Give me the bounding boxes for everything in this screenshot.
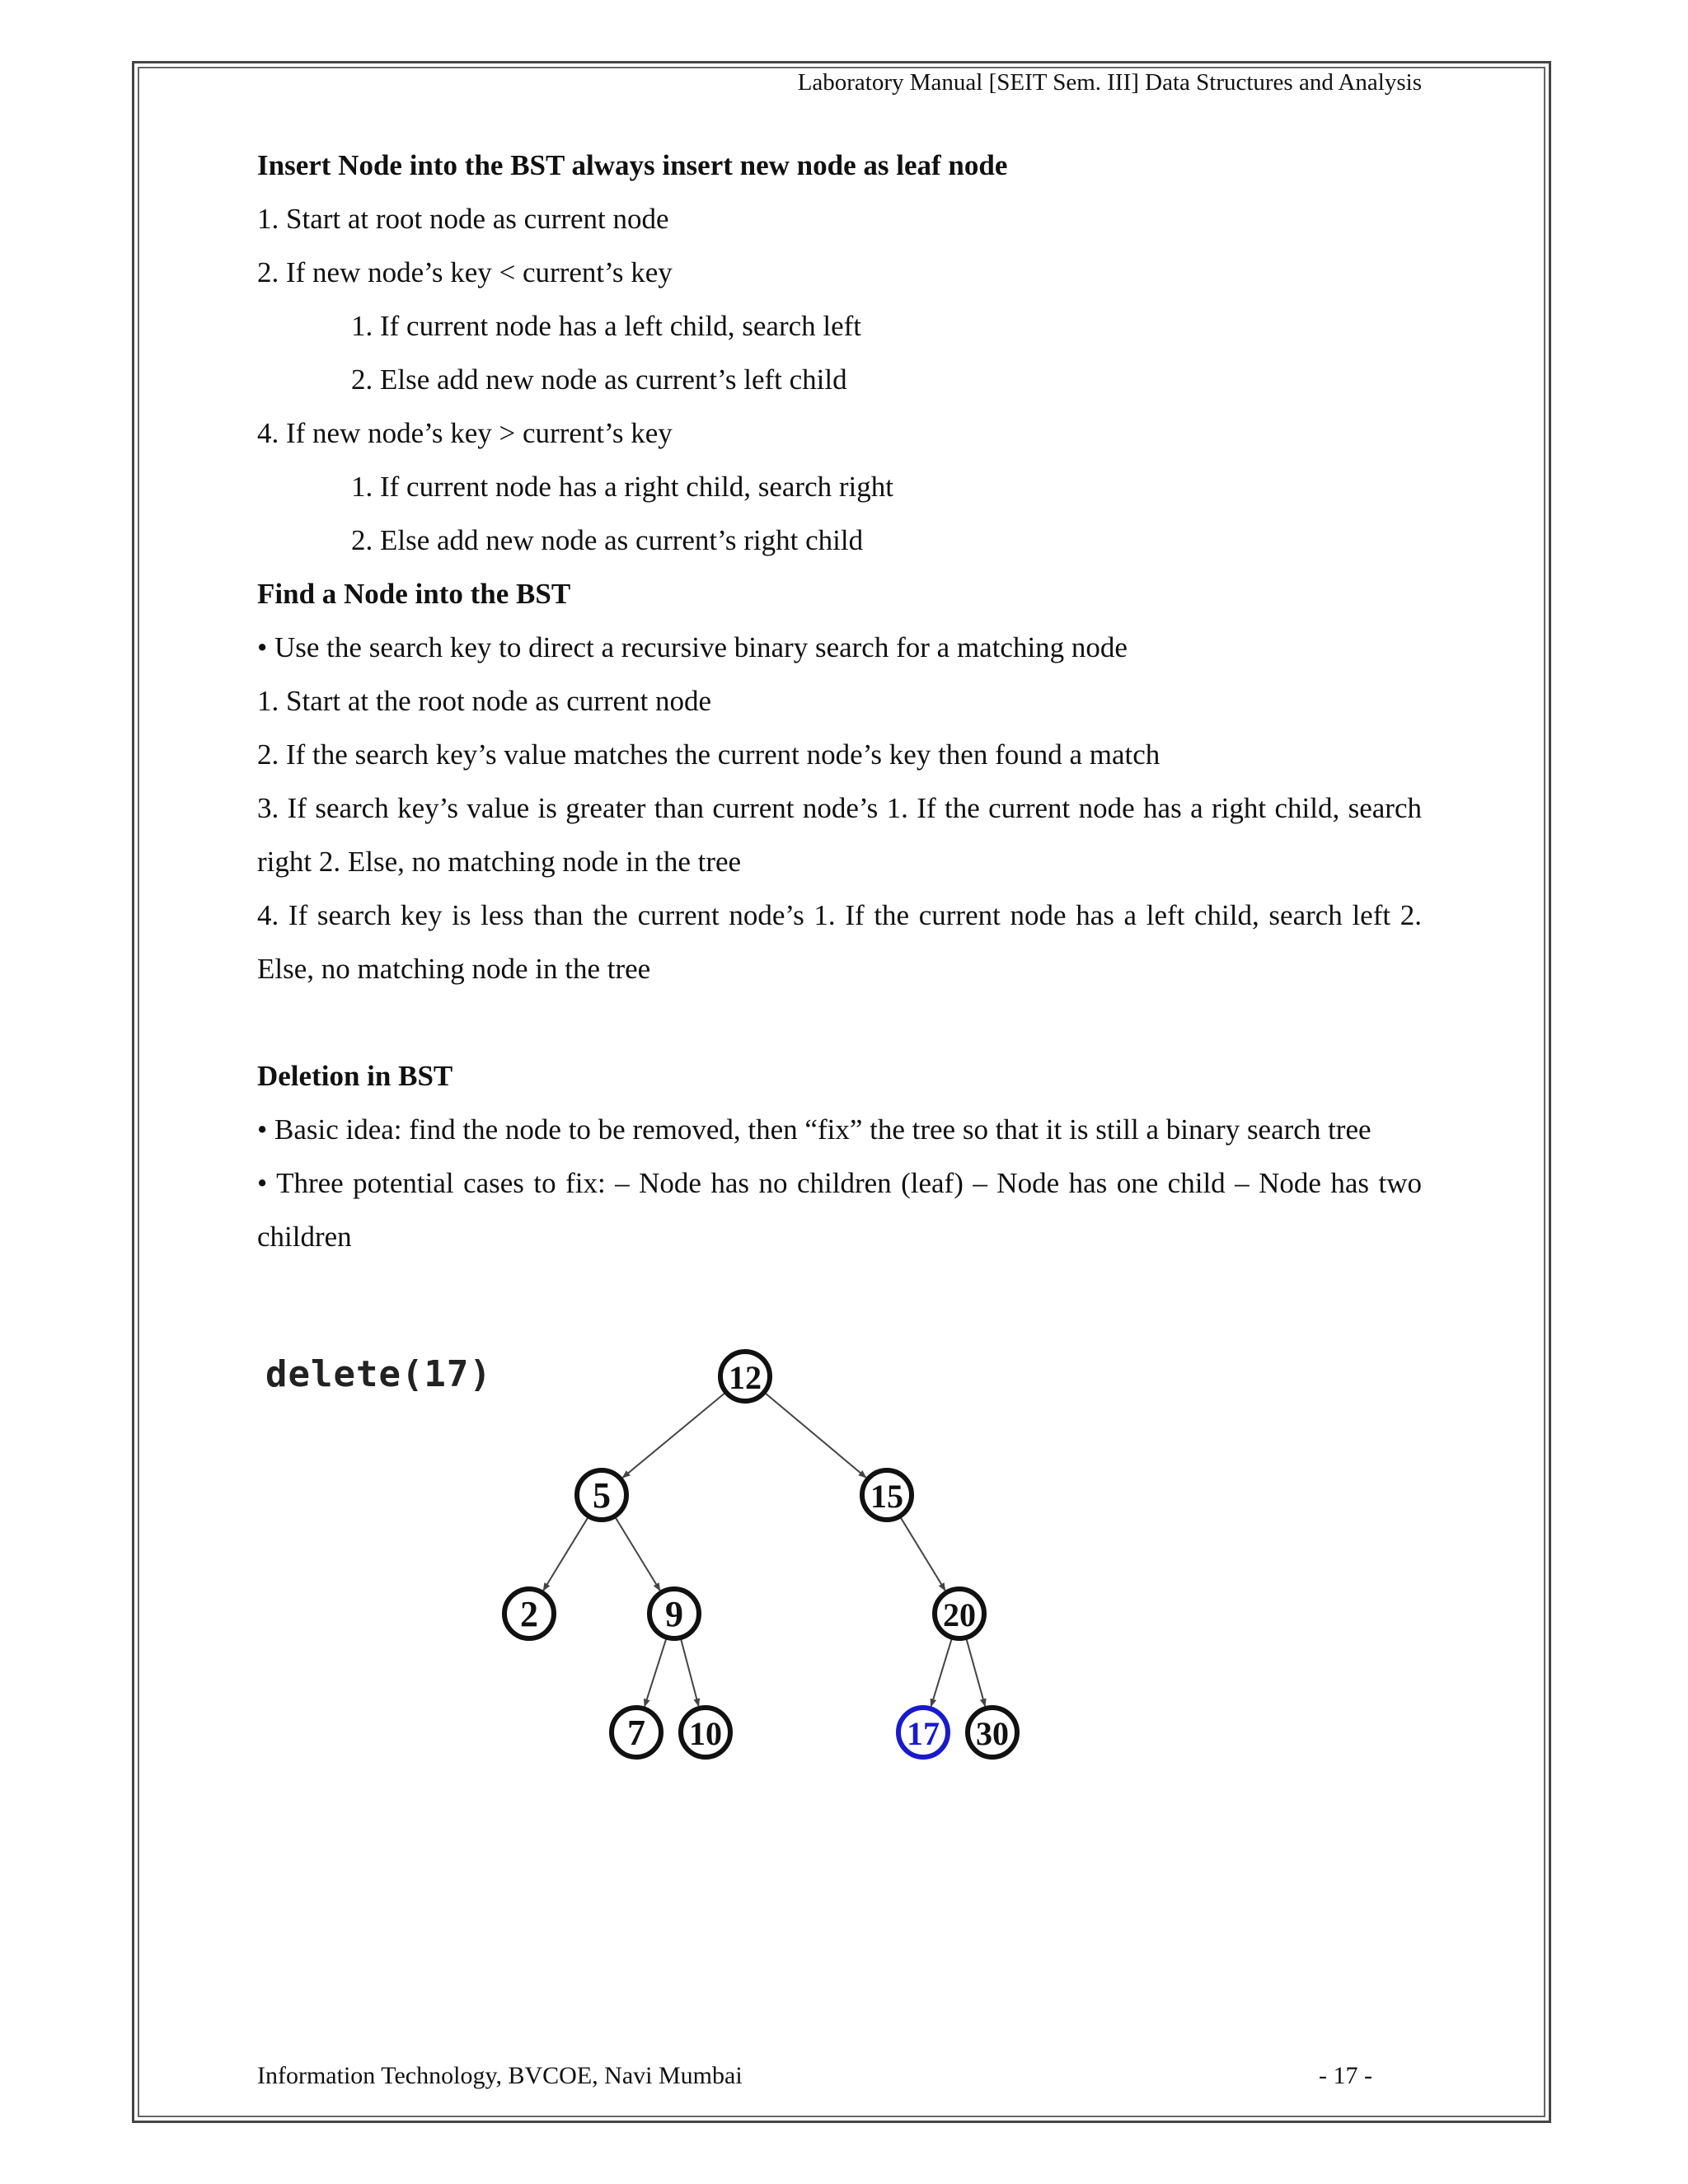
tree-node-key: 5	[593, 1475, 611, 1516]
insert-step-1: 1. Start at root node as current node	[257, 203, 669, 235]
tree-node-key: 12	[729, 1359, 762, 1396]
tree-edge-n12-n5	[622, 1393, 724, 1478]
tree-node-20	[935, 1589, 984, 1638]
tree-edge-n12-n15	[766, 1394, 866, 1478]
tree-node-key: 7	[627, 1713, 645, 1753]
deletion-bullet-2: • Three potential cases to fix: – Node has no children (leaf) – Node has one child – Node has two children	[257, 1167, 1422, 1253]
tree-node-9	[649, 1589, 699, 1638]
find-step-2: 2. If the search key’s value matches the current node’s key then found a match	[257, 738, 1160, 771]
tree-node-10	[681, 1708, 730, 1757]
tree-node-5	[577, 1470, 626, 1520]
tree-node-2	[504, 1589, 554, 1638]
tree-edge-n9-n10	[681, 1639, 698, 1706]
tree-edge-n20-n30	[967, 1639, 986, 1706]
deletion-heading: Deletion in BST	[257, 1060, 453, 1092]
find-step-3: 3. If search key’s value is greater than current node’s 1. If the current node has a right child, search right 2. Else, no matching node in the tree	[257, 792, 1422, 878]
find-step-1: 1. Start at the root node as current node	[257, 685, 712, 717]
delete-call-label: delete(17)	[265, 1353, 492, 1395]
insert-step-2-2: 2. Else add new node as current’s left child	[351, 363, 847, 396]
tree-edge-n20-n17	[931, 1639, 952, 1707]
insert-step-4: 4. If new node’s key > current’s key	[257, 417, 673, 449]
tree-node-30	[968, 1708, 1017, 1757]
deletion-bullet-1: • Basic idea: find the node to be removed, then “fix” the tree so that it is still a binary search tree	[257, 1113, 1372, 1146]
insert-step-4-2: 2. Else add new node as current’s right child	[351, 524, 864, 556]
tree-node-7	[612, 1708, 661, 1757]
tree-node-15	[862, 1470, 912, 1520]
find-heading: Find a Node into the BST	[257, 578, 571, 610]
footer-page-number: - 17 -	[1319, 2062, 1372, 2089]
running-header: Laboratory Manual [SEIT Sem. III] Data Structures and Analysis	[797, 69, 1422, 96]
insert-step-4-1: 1. If current node has a right child, search right	[351, 471, 893, 503]
tree-node-key: 17	[907, 1715, 940, 1752]
tree-node-key: 15	[870, 1478, 903, 1515]
tree-edge-n15-n20	[901, 1517, 945, 1591]
tree-node-12	[720, 1352, 770, 1401]
insert-step-2: 2. If new node’s key < current’s key	[257, 256, 673, 288]
insert-step-2-1: 1. If current node has a left child, search left	[351, 310, 862, 342]
tree-node-key: 2	[520, 1594, 538, 1634]
tree-edge-n5-n9	[616, 1517, 660, 1591]
insert-heading: Insert Node into the BST always insert new node as leaf node	[257, 149, 1008, 181]
bst-diagram	[257, 1333, 1081, 1779]
find-step-4: 4. If search key is less than the current node’s 1. If the current node has a left child, search left 2. Else, no matching node in the tree	[257, 899, 1422, 985]
page-content	[257, 138, 1422, 1263]
footer-institution: Information Technology, BVCOE, Navi Mumbai	[257, 2062, 743, 2089]
tree-node-key: 30	[976, 1715, 1009, 1752]
tree-node-key: 10	[689, 1715, 722, 1752]
tree-node-key: 9	[665, 1594, 683, 1634]
section-gap	[257, 996, 1422, 1049]
find-bullet: • Use the search key to direct a recursive binary search for a matching node	[257, 631, 1128, 663]
tree-edge-n5-n2	[543, 1517, 588, 1591]
tree-edge-n9-n7	[645, 1638, 666, 1706]
bst-tree-svg	[257, 1333, 1081, 1779]
tree-node-key: 20	[943, 1596, 976, 1633]
tree-node-17	[898, 1708, 948, 1757]
